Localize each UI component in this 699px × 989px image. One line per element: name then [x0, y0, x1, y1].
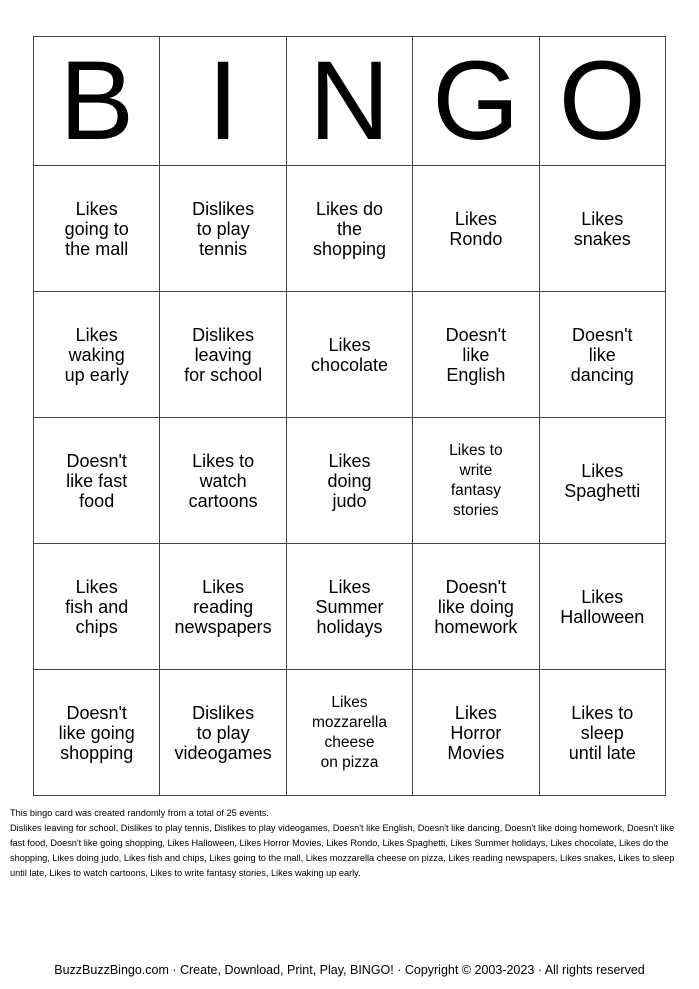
- bingo-cell: Likes Horror Movies: [413, 670, 539, 796]
- bingo-cell: Likes reading newspapers: [160, 544, 286, 670]
- card-row: [34, 544, 666, 670]
- bingo-cell: Likes do the shopping: [286, 166, 412, 292]
- bingo-cell: Likes going to the mall: [34, 166, 160, 292]
- bingo-cell: Likes mozzarella cheese on pizza: [286, 670, 412, 796]
- bingo-cell: Likes Summer holidays: [286, 544, 412, 670]
- footer-events: Dislikes leaving for school, Dislikes to play tennis, Dislikes to play videogames, Doesn't like English, Doesn't like dancing, Doesn't like doing homework, Doesn't like fast food, Doesn't like going shopping, Likes Halloween, Likes Horror Movies, Likes Rondo, Likes Spaghetti, Likes Summer holidays, Likes chocolate, Likes do the shopping, Likes doing judo, Likes fish and chips, Likes going to the mall, Likes mozzarella cheese on pizza, Likes reading newspapers, Likes snakes, Likes to sleep until late, Likes to watch cartoons, Likes to write fantasy stories, Likes waking up early.: [10, 823, 675, 878]
- card-footer: [10, 806, 690, 881]
- card-row: [34, 166, 666, 292]
- bingo-cell: Doesn't like English: [413, 292, 539, 418]
- card-row: [34, 292, 666, 418]
- bingo-card: [33, 36, 666, 796]
- bingo-cell: Dislikes leaving for school: [160, 292, 286, 418]
- bingo-cell: Dislikes to play tennis: [160, 166, 286, 292]
- bingo-cell: Doesn't like going shopping: [34, 670, 160, 796]
- bingo-cell: Dislikes to play videogames: [160, 670, 286, 796]
- header-letter: G: [413, 37, 539, 166]
- bingo-cell: Likes snakes: [539, 166, 665, 292]
- bingo-cell: Likes waking up early: [34, 292, 160, 418]
- bingo-cell: Doesn't like fast food: [34, 418, 160, 544]
- bingo-cell: Likes to write fantasy stories: [413, 418, 539, 544]
- header-letter: B: [34, 37, 160, 166]
- bingo-cell: Likes chocolate: [286, 292, 412, 418]
- bingo-cell: Likes to watch cartoons: [160, 418, 286, 544]
- header-letter: I: [160, 37, 286, 166]
- header-letter: O: [539, 37, 665, 166]
- bingo-cell: Likes fish and chips: [34, 544, 160, 670]
- bingo-cell: Doesn't like doing homework: [413, 544, 539, 670]
- footer-intro: This bingo card was created randomly from a total of 25 events.: [10, 808, 269, 818]
- bingo-cell: Likes doing judo: [286, 418, 412, 544]
- bingo-cell: Likes Spaghetti: [539, 418, 665, 544]
- bingo-cell: Likes Rondo: [413, 166, 539, 292]
- bingo-cell: Likes Halloween: [539, 544, 665, 670]
- card-row: [34, 670, 666, 796]
- bingo-cell: Likes to sleep until late: [539, 670, 665, 796]
- copyright: BuzzBuzzBingo.com · Create, Download, Print, Play, BINGO! · Copyright © 2003-2023 · All rights reserved: [54, 963, 645, 977]
- bingo-cell: Doesn't like dancing: [539, 292, 665, 418]
- header-row: [34, 37, 666, 166]
- header-letter: N: [286, 37, 412, 166]
- card-row: [34, 418, 666, 544]
